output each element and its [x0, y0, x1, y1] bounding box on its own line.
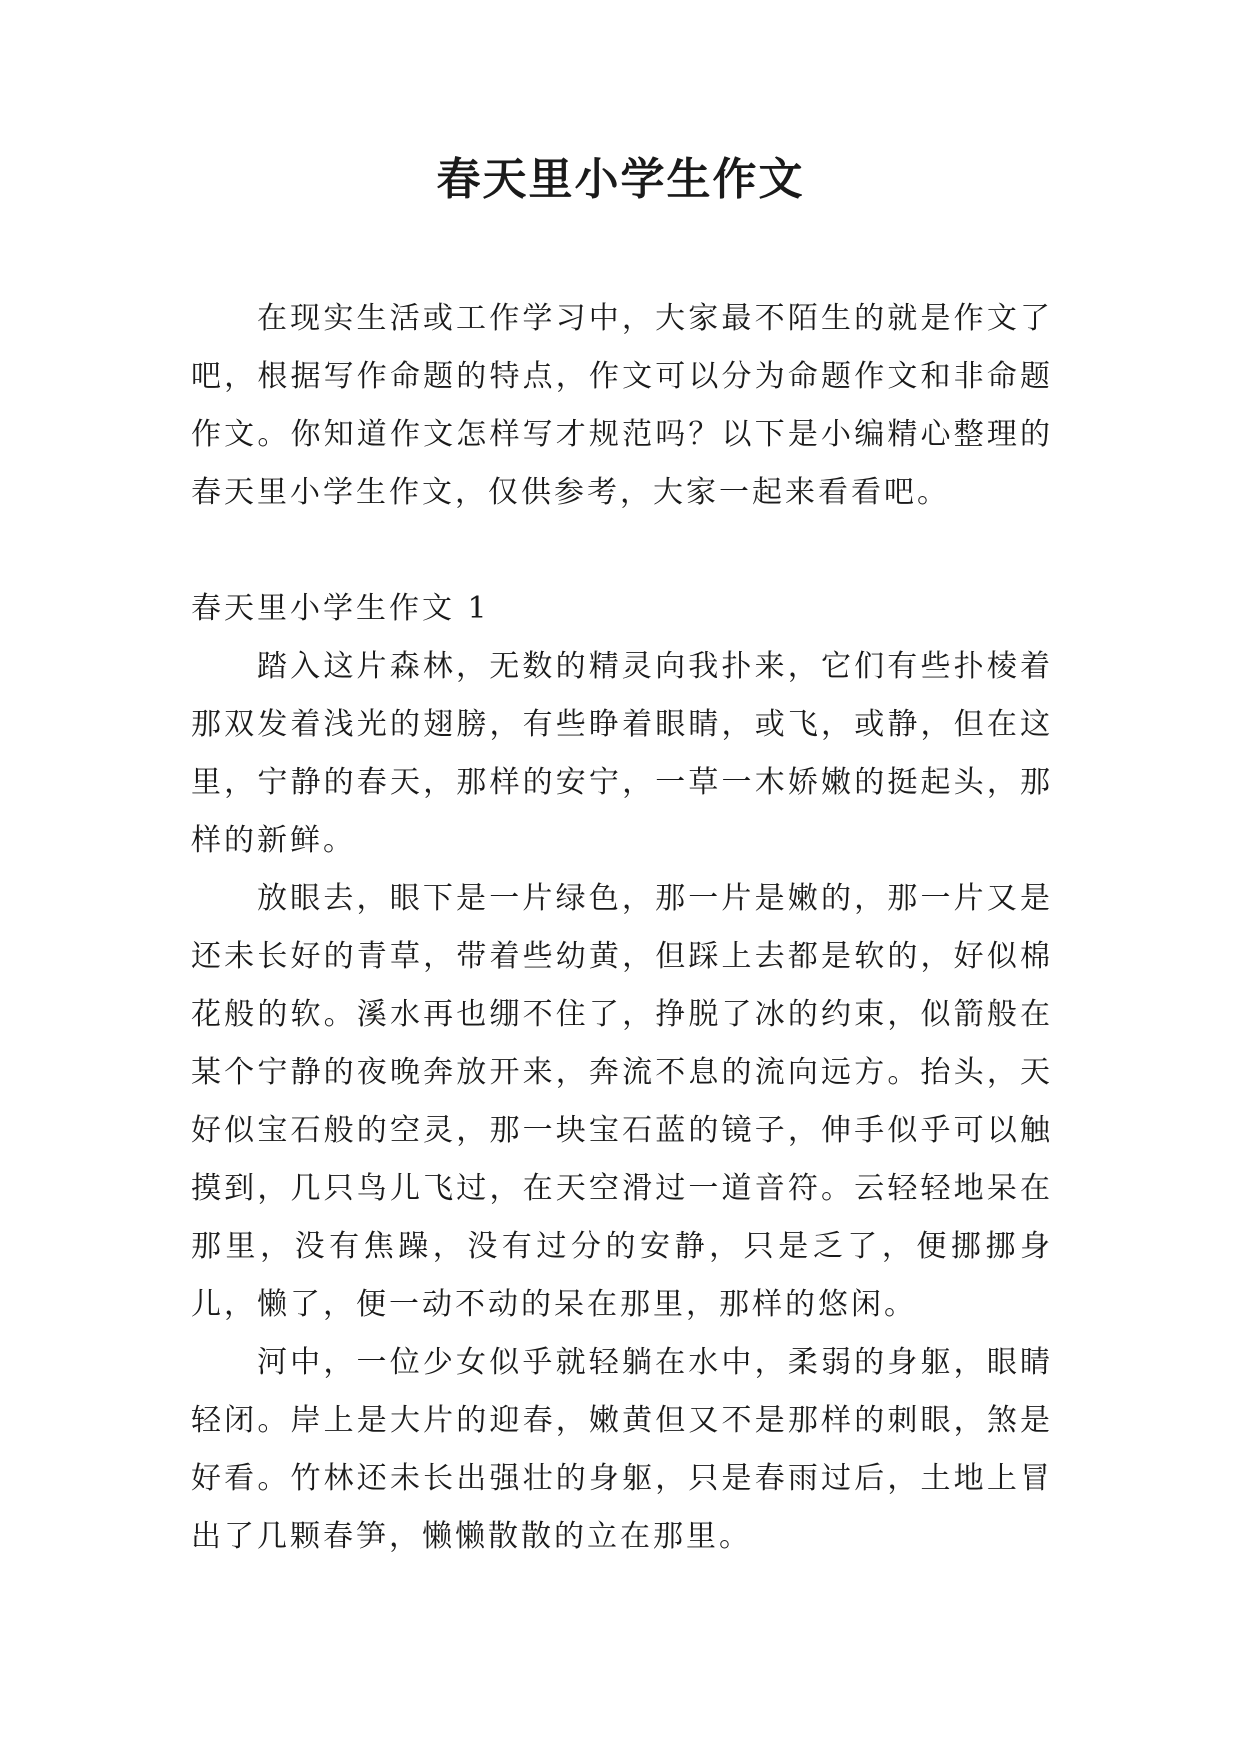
- document-title: 春天里小学生作文: [436, 154, 805, 205]
- essay-paragraph-1: 踏入这片森林，无数的精灵向我扑来，它们有些扑棱着那双发着浅光的翅膀，有些睁着眼睛，或飞，或静，但在这里，宁静的春天，那样的安宁，一草一木娇嫩的挺起头，那样的新鲜。: [191, 649, 1053, 858]
- essay-paragraph-2: 放眼去，眼下是一片绿色，那一片是嫩的，那一片又是还未长好的青草，带着些幼黄，但踩上去都是软的，好似棉花般的软。溪水再也绷不住了，挣脱了冰的约束，似箭般在某个宁静的夜晚奔放开来，奔流不息的流向远方。抬头，天好似宝石般的空灵，那一块宝石蓝的镜子，伸手似乎可以触摸到，几只鸟儿飞过，在天空滑过一道音符。云轻轻地呆在那里，没有焦躁，没有过分的安静，只是乏了，便挪挪身儿，懒了，便一动不动的呆在那里，那样的悠闲。: [191, 881, 1053, 1322]
- essay-paragraph-3: 河中，一位少女似乎就轻躺在水中，柔弱的身躯，眼睛轻闭。岸上是大片的迎春，嫩黄但又不是那样的刺眼，煞是好看。竹林还未长出强壮的身躯，只是春雨过后，土地上冒出了几颗春笋，懒懒散散的立在那里。: [191, 1345, 1053, 1554]
- intro-paragraph: 在现实生活或工作学习中，大家最不陌生的就是作文了吧，根据写作命题的特点，作文可以分为命题作文和非命题作文。你知道作文怎样写才规范吗？以下是小编精心整理的春天里小学生作文，仅供参考，大家一起来看看吧。: [191, 301, 1053, 510]
- section-heading: 春天里小学生作文 1: [191, 591, 490, 626]
- essay-body: [191, 638, 1053, 1566]
